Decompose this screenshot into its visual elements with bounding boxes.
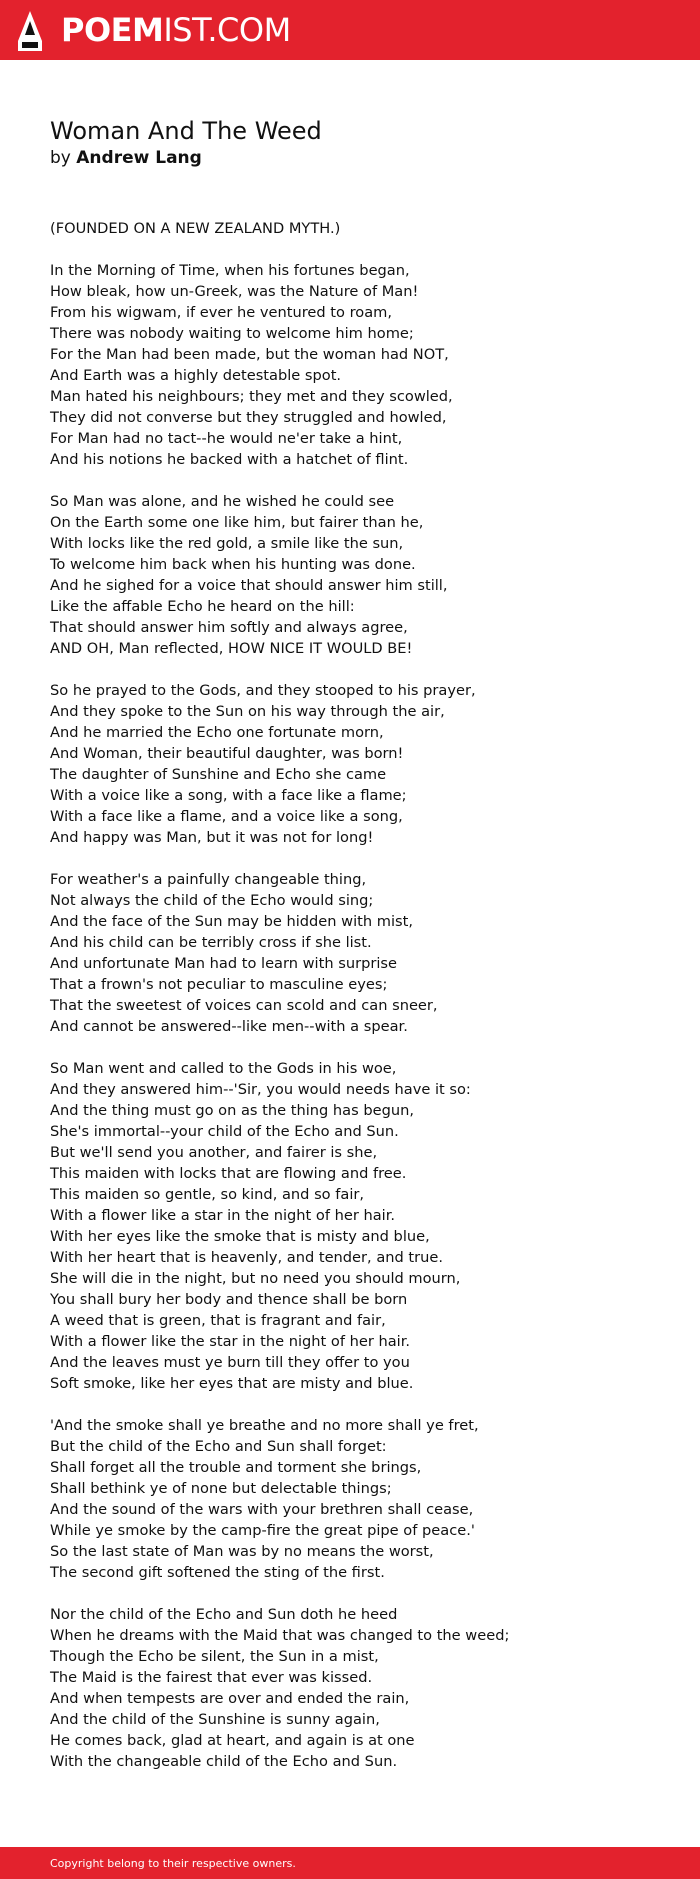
- poem-line: 'And the smoke shall ye breathe and no more shall ye fret,: [50, 1417, 479, 1434]
- poem-stanza: [50, 680, 670, 848]
- poem-line: And he married the Echo one fortunate morn,: [50, 724, 384, 741]
- poem-line: He comes back, glad at heart, and again is at one: [50, 1732, 415, 1749]
- poem-line: A weed that is green, that is fragrant and fair,: [50, 1312, 386, 1329]
- site-header: [0, 0, 700, 60]
- byline-prefix: by: [50, 148, 71, 168]
- poem-line: Nor the child of the Echo and Sun doth he heed: [50, 1606, 398, 1623]
- poem-line: And the leaves must ye burn till they offer to you: [50, 1354, 410, 1371]
- poem-line: AND OH, Man reflected, HOW NICE IT WOULD BE!: [50, 640, 413, 657]
- poem-line: You shall bury her body and thence shall be born: [50, 1291, 408, 1308]
- poem-line: She's immortal--your child of the Echo and Sun.: [50, 1123, 399, 1140]
- logo-bold-text: POEM: [61, 11, 164, 49]
- poem-line: And when tempests are over and ended the rain,: [50, 1690, 410, 1707]
- poem-line: Like the affable Echo he heard on the hill:: [50, 598, 355, 615]
- poem-line: While ye smoke by the camp-fire the great pipe of peace.': [50, 1522, 475, 1539]
- poem-line: Soft smoke, like her eyes that are misty and blue.: [50, 1375, 414, 1392]
- poem-stanza: [50, 1058, 670, 1394]
- poem-line: And the child of the Sunshine is sunny again,: [50, 1711, 380, 1728]
- poem-line: And they answered him--'Sir, you would needs have it so:: [50, 1081, 471, 1098]
- poem-line: But the child of the Echo and Sun shall forget:: [50, 1438, 387, 1455]
- poem-line: For the Man had been made, but the woman had NOT,: [50, 346, 449, 363]
- poem-line: So he prayed to the Gods, and they stooped to his prayer,: [50, 682, 476, 699]
- poem-author[interactable]: Andrew Lang: [76, 148, 202, 168]
- poem-line: And the thing must go on as the thing has begun,: [50, 1102, 415, 1119]
- poem-line: Not always the child of the Echo would sing;: [50, 892, 374, 909]
- poem-byline: [50, 147, 202, 169]
- poem-line: That a frown's not peculiar to masculine eyes;: [50, 976, 388, 993]
- poem-line: And his child can be terribly cross if she list.: [50, 934, 372, 951]
- poem-stanza: [50, 218, 670, 239]
- poem-line: And unfortunate Man had to learn with surprise: [50, 955, 397, 972]
- poem-line: This maiden so gentle, so kind, and so fair,: [50, 1186, 365, 1203]
- poem-line: With her heart that is heavenly, and tender, and true.: [50, 1249, 443, 1266]
- poem-line: The daughter of Sunshine and Echo she came: [50, 766, 387, 783]
- poem-line: The second gift softened the sting of the first.: [50, 1564, 385, 1581]
- poem-stanza: [50, 491, 670, 659]
- poem-line: With locks like the red gold, a smile like the sun,: [50, 535, 404, 552]
- poem-line: How bleak, how un-Greek, was the Nature of Man!: [50, 283, 419, 300]
- poem-line: With a voice like a song, with a face like a flame;: [50, 787, 407, 804]
- poem-line: And cannot be answered--like men--with a spear.: [50, 1018, 408, 1035]
- site-logo-wordmark[interactable]: [61, 12, 291, 48]
- poem-line: For Man had no tact--he would ne'er take a hint,: [50, 430, 403, 447]
- poem-stanza: [50, 869, 670, 1037]
- poem-line: To welcome him back when his hunting was done.: [50, 556, 416, 573]
- poem-line: Man hated his neighbours; they met and they scowled,: [50, 388, 453, 405]
- poem-line: The Maid is the fairest that ever was kissed.: [50, 1669, 373, 1686]
- poem-line: And he sighed for a voice that should answer him still,: [50, 577, 448, 594]
- poem-title: Woman And The Weed: [50, 117, 322, 145]
- poem-body: [50, 218, 670, 1793]
- site-footer: [0, 1847, 700, 1879]
- poem-line: That should answer him softly and always agree,: [50, 619, 408, 636]
- poem-line: On the Earth some one like him, but fairer than he,: [50, 514, 424, 531]
- poem-line: And Woman, their beautiful daughter, was born!: [50, 745, 404, 762]
- poem-line: So Man was alone, and he wished he could see: [50, 493, 395, 510]
- poem-stanza: [50, 260, 670, 470]
- poem-line: She will die in the night, but no need you should mourn,: [50, 1270, 461, 1287]
- poem-line: In the Morning of Time, when his fortunes began,: [50, 262, 410, 279]
- poem-line: And the sound of the wars with your brethren shall cease,: [50, 1501, 474, 1518]
- poem-line: With a face like a flame, and a voice like a song,: [50, 808, 403, 825]
- poem-line: And happy was Man, but it was not for long!: [50, 829, 374, 846]
- copyright-text: Copyright belong to their respective owners.: [50, 1857, 296, 1870]
- poem-line: But we'll send you another, and fairer is she,: [50, 1144, 378, 1161]
- poem-line: And his notions he backed with a hatchet of flint.: [50, 451, 409, 468]
- poem-line: This maiden with locks that are flowing and free.: [50, 1165, 407, 1182]
- poem-line: Though the Echo be silent, the Sun in a mist,: [50, 1648, 379, 1665]
- poem-line: With her eyes like the smoke that is misty and blue,: [50, 1228, 430, 1245]
- poem-line: With a flower like a star in the night of her hair.: [50, 1207, 396, 1224]
- poem-stanza: [50, 1604, 670, 1772]
- poem-line: From his wigwam, if ever he ventured to roam,: [50, 304, 392, 321]
- poem-line: For weather's a painfully changeable thing,: [50, 871, 367, 888]
- poem-line: Shall forget all the trouble and torment she brings,: [50, 1459, 422, 1476]
- poem-line: (FOUNDED ON A NEW ZEALAND MYTH.): [50, 220, 341, 237]
- poem-line: There was nobody waiting to welcome him home;: [50, 325, 414, 342]
- poem-line: Shall bethink ye of none but delectable things;: [50, 1480, 392, 1497]
- poem-line: So Man went and called to the Gods in his woe,: [50, 1060, 397, 1077]
- poem-line: They did not converse but they struggled and howled,: [50, 409, 447, 426]
- poem-line: And Earth was a highly detestable spot.: [50, 367, 342, 384]
- poem-line: With a flower like the star in the night of her hair.: [50, 1333, 411, 1350]
- poem-stanza: [50, 1415, 670, 1583]
- poem-line: And they spoke to the Sun on his way through the air,: [50, 703, 445, 720]
- logo-light-text: IST.COM: [163, 11, 291, 49]
- poem-line: When he dreams with the Maid that was changed to the weed;: [50, 1627, 510, 1644]
- poem-line: So the last state of Man was by no means the worst,: [50, 1543, 434, 1560]
- poem-line: With the changeable child of the Echo and Sun.: [50, 1753, 398, 1770]
- poem-line: That the sweetest of voices can scold and can sneer,: [50, 997, 438, 1014]
- poem-line: And the face of the Sun may be hidden with mist,: [50, 913, 413, 930]
- pen-nib-logo-icon[interactable]: [18, 11, 42, 51]
